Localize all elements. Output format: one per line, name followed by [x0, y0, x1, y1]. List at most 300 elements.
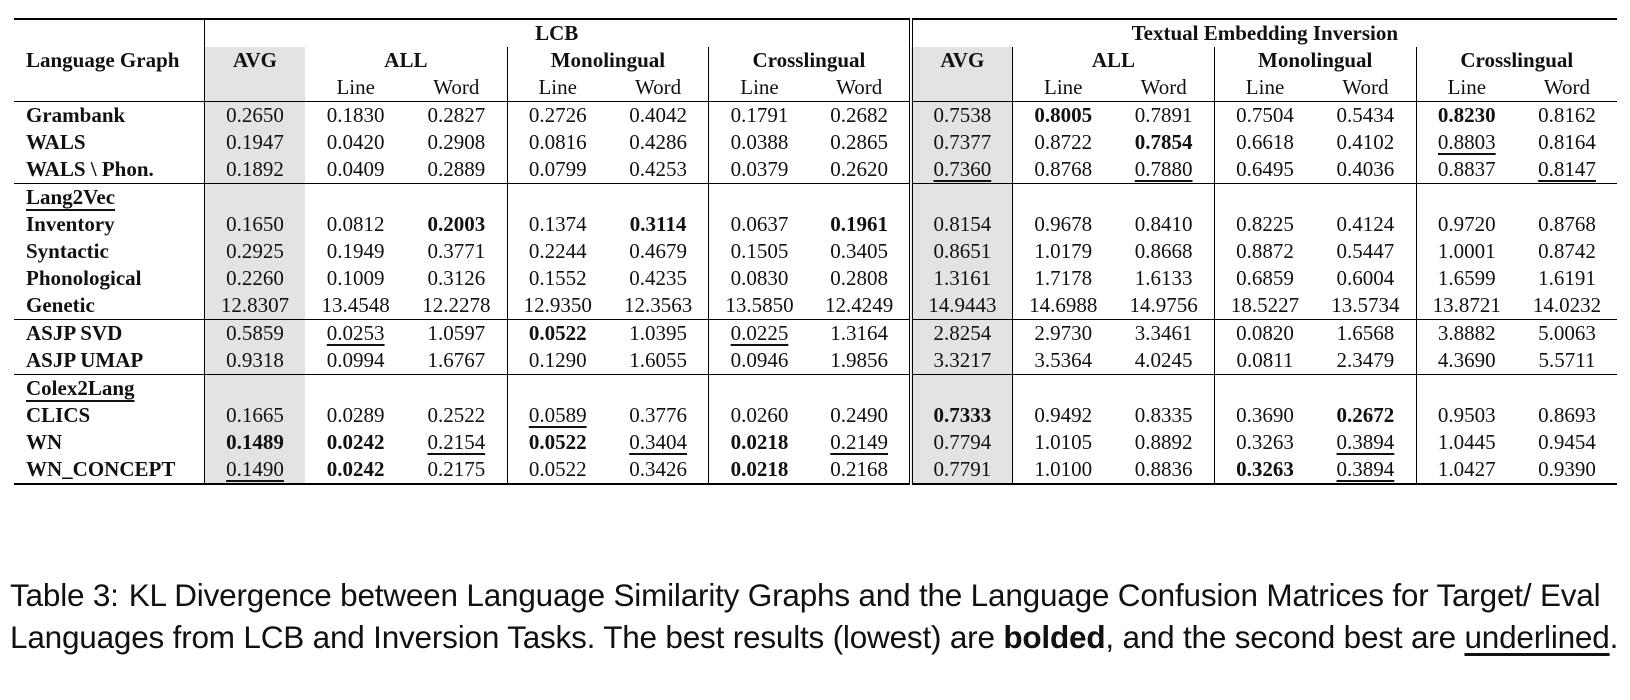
value-cell: [1416, 320, 1517, 348]
value-cell: [1013, 456, 1114, 484]
value-cell: [1013, 102, 1114, 130]
value-cell: [507, 456, 608, 484]
value-cell: [305, 102, 406, 130]
second-best-value: 0.0589: [528, 403, 587, 427]
empty-cell: [1416, 184, 1517, 212]
value-cell: [810, 292, 911, 320]
value: 0.8410: [1134, 212, 1193, 236]
value-cell: [507, 429, 608, 456]
value: 0.8742: [1538, 239, 1596, 263]
value-cell: [204, 238, 305, 265]
value-cell: [1113, 129, 1214, 156]
value: 0.7891: [1134, 103, 1193, 127]
value-cell: [1416, 292, 1517, 320]
value-cell: [1214, 320, 1315, 348]
best-value: 0.0242: [326, 457, 385, 481]
value-cell: [1517, 129, 1617, 156]
empty-cell: [1013, 184, 1114, 212]
caption-label: Table 3:: [10, 577, 119, 613]
subcol-line: Line: [1013, 74, 1114, 102]
value-cell: [1517, 156, 1617, 184]
subcol-line: Line: [1214, 74, 1315, 102]
second-best-value: 0.3894: [1336, 457, 1395, 481]
value-cell: [911, 429, 1013, 456]
value-cell: [1315, 238, 1416, 265]
table-row: [14, 238, 1617, 265]
value-cell: [1416, 156, 1517, 184]
value-cell: [204, 156, 305, 184]
value-cell: [608, 156, 709, 184]
value: 0.0289: [326, 403, 385, 427]
value-cell: [507, 265, 608, 292]
value: 0.2522: [427, 403, 486, 427]
value: 3.3217: [933, 348, 992, 372]
value-cell: [608, 429, 709, 456]
value: 2.9730: [1034, 321, 1093, 345]
value-cell: [709, 456, 810, 484]
header-row-subgroups: [14, 47, 1617, 74]
value: 0.2726: [528, 103, 587, 127]
value: 0.8768: [1034, 157, 1093, 181]
value: 0.0420: [326, 130, 385, 154]
value-cell: [1416, 347, 1517, 375]
empty-cell: [204, 184, 305, 212]
subgroup-header-avg: AVG: [204, 47, 305, 74]
value-cell: [810, 429, 911, 456]
value-cell: [911, 402, 1013, 429]
value-cell: [406, 265, 507, 292]
value: 0.0994: [326, 348, 385, 372]
value: 0.6004: [1336, 266, 1395, 290]
value-cell: [810, 156, 911, 184]
value: 0.8668: [1134, 239, 1193, 263]
value: 14.0232: [1532, 293, 1602, 317]
empty-cell: [709, 184, 810, 212]
empty-cell: [810, 184, 911, 212]
value: 0.0379: [730, 157, 789, 181]
value-cell: [507, 156, 608, 184]
value-cell: [507, 402, 608, 429]
value-cell: [204, 292, 305, 320]
value-cell: [709, 402, 810, 429]
value-cell: [406, 156, 507, 184]
value-cell: [305, 347, 406, 375]
value: 0.1374: [528, 212, 587, 236]
empty-cell: [1315, 184, 1416, 212]
value: 0.0816: [528, 130, 587, 154]
value: 1.6599: [1437, 266, 1496, 290]
value: 13.4548: [321, 293, 390, 317]
value-cell: [810, 347, 911, 375]
value: 0.4235: [629, 266, 687, 290]
best-value: 0.7333: [933, 403, 992, 427]
value: 0.3776: [629, 403, 687, 427]
value: 0.1947: [226, 130, 284, 154]
value-cell: [1013, 347, 1114, 375]
row-label: Phonological: [26, 266, 142, 290]
second-best-value: 0.0253: [326, 321, 385, 345]
value: 0.9454: [1538, 430, 1596, 454]
value: 0.9503: [1437, 403, 1496, 427]
value-cell: [1013, 129, 1114, 156]
table-body: [14, 102, 1617, 485]
row-label: WN: [26, 430, 63, 454]
value-cell: [305, 456, 406, 484]
subcol-word: Word: [1315, 74, 1416, 102]
value-cell: [1013, 320, 1114, 348]
value: 0.8837: [1437, 157, 1496, 181]
value-cell: [1214, 211, 1315, 238]
empty-cell: [1517, 375, 1617, 403]
value-cell: [1113, 456, 1214, 484]
best-value: 0.0218: [730, 457, 789, 481]
value: 0.8892: [1134, 430, 1193, 454]
value-cell: [1113, 265, 1214, 292]
value: 0.0811: [1236, 348, 1294, 372]
value-cell: [1113, 347, 1214, 375]
subgroup-header-crosslingual: Crosslingual: [709, 47, 911, 74]
value: 0.9492: [1034, 403, 1093, 427]
value-cell: [507, 347, 608, 375]
value: 0.2260: [226, 266, 284, 290]
value-cell: [1113, 238, 1214, 265]
value-cell: [1517, 456, 1617, 484]
table-row: [14, 211, 1617, 238]
value-cell: [1113, 156, 1214, 184]
value: 0.4102: [1336, 130, 1395, 154]
value: 0.8872: [1236, 239, 1294, 263]
value-cell: [1315, 429, 1416, 456]
value: 0.8722: [1034, 130, 1093, 154]
value: 5.5711: [1538, 348, 1596, 372]
value: 0.5434: [1336, 103, 1395, 127]
subcol-word: Word: [1113, 74, 1214, 102]
table-caption: [10, 574, 1620, 658]
value: 12.2278: [422, 293, 491, 317]
best-value: 0.1489: [226, 430, 284, 454]
value-cell: [709, 320, 810, 348]
value-cell: [204, 320, 305, 348]
value: 0.1665: [226, 403, 284, 427]
value-cell: [608, 129, 709, 156]
best-value: 0.7854: [1134, 130, 1193, 154]
row-label: Genetic: [26, 293, 95, 317]
value-cell: [709, 129, 810, 156]
value-cell: [1416, 102, 1517, 130]
value-cell: [305, 265, 406, 292]
table-row: [14, 402, 1617, 429]
value: 0.3426: [629, 457, 687, 481]
empty-cell: [305, 375, 406, 403]
subgroup-header-avg: AVG: [911, 47, 1013, 74]
subgroup-header-monolingual: Monolingual: [1214, 47, 1416, 74]
value: 0.3690: [1236, 403, 1294, 427]
value: 3.5364: [1034, 348, 1093, 372]
section-title-row: [14, 375, 1617, 403]
empty-cell: [810, 375, 911, 403]
value: 0.4286: [629, 130, 687, 154]
value: 0.6859: [1236, 266, 1294, 290]
value: 1.0395: [629, 321, 687, 345]
header-corner-empty: [14, 19, 204, 47]
best-value: 0.2003: [427, 212, 486, 236]
section-title-text: Lang2Vec: [26, 185, 116, 209]
value-cell: [1113, 429, 1214, 456]
value-cell: [1214, 102, 1315, 130]
value-cell: [1517, 102, 1617, 130]
value: 0.9720: [1437, 212, 1496, 236]
value: 0.3126: [427, 266, 486, 290]
table-row: [14, 102, 1617, 130]
value-cell: [1013, 238, 1114, 265]
value-cell: [709, 265, 810, 292]
value: 0.4679: [629, 239, 687, 263]
empty-cell: [1214, 184, 1315, 212]
table-header: [14, 19, 1617, 102]
value-cell: [810, 102, 911, 130]
value-cell: [305, 238, 406, 265]
second-best-value: 0.0225: [730, 321, 789, 345]
value-cell: [810, 320, 911, 348]
table-row: [14, 456, 1617, 484]
value-cell: [1416, 456, 1517, 484]
value: 0.7794: [933, 430, 992, 454]
value: 0.3263: [1236, 430, 1294, 454]
second-best-value: 0.1490: [226, 457, 284, 481]
value-cell: [1416, 402, 1517, 429]
best-value: 0.0218: [730, 430, 789, 454]
caption-text: , and the second best are: [1105, 619, 1465, 655]
value-cell: [305, 320, 406, 348]
value: 2.3479: [1336, 348, 1395, 372]
value: 14.9443: [928, 293, 997, 317]
value-cell: [1214, 402, 1315, 429]
value-cell: [507, 102, 608, 130]
value-cell: [204, 402, 305, 429]
value-cell: [1013, 429, 1114, 456]
second-best-value: 0.8803: [1437, 130, 1496, 154]
value: 1.6568: [1336, 321, 1395, 345]
value-cell: [911, 292, 1013, 320]
value: 0.2889: [427, 157, 486, 181]
value: 0.1791: [730, 103, 789, 127]
second-best-value: 0.3404: [629, 430, 687, 454]
value: 0.2650: [226, 103, 284, 127]
table-row: [14, 292, 1617, 320]
empty-cell: [1113, 375, 1214, 403]
value-cell: [1315, 156, 1416, 184]
group-header-inversion: Textual Embedding Inversion: [911, 19, 1617, 47]
value: 0.1650: [226, 212, 284, 236]
value: 0.2908: [427, 130, 486, 154]
second-best-value: 0.2154: [427, 430, 486, 454]
value: 0.6618: [1236, 130, 1294, 154]
value: 0.0830: [730, 266, 789, 290]
value-cell: [406, 402, 507, 429]
value-cell: [1013, 211, 1114, 238]
value-cell: [507, 211, 608, 238]
table-row: [14, 347, 1617, 375]
empty-cell: [911, 375, 1013, 403]
best-value: 0.0242: [326, 430, 385, 454]
value: 12.8307: [220, 293, 290, 317]
value: 0.6495: [1236, 157, 1294, 181]
second-best-value: 0.2149: [830, 430, 889, 454]
value-cell: [1315, 211, 1416, 238]
header-avg-empty: [911, 74, 1013, 102]
subcol-word: Word: [406, 74, 507, 102]
value: 0.0388: [730, 130, 789, 154]
value-cell: [1013, 265, 1114, 292]
empty-cell: [1416, 375, 1517, 403]
value-cell: [1113, 211, 1214, 238]
value: 1.0445: [1437, 430, 1496, 454]
value: 0.3405: [830, 239, 889, 263]
value: 0.5859: [226, 321, 284, 345]
subcol-line: Line: [1416, 74, 1517, 102]
value-cell: [204, 347, 305, 375]
second-best-value: 0.3894: [1336, 430, 1395, 454]
value: 18.5227: [1230, 293, 1300, 317]
value: 14.6988: [1029, 293, 1098, 317]
value-cell: [1214, 347, 1315, 375]
value: 0.8768: [1538, 212, 1596, 236]
row-label: Syntactic: [26, 239, 109, 263]
row-label: WALS \ Phon.: [26, 157, 154, 181]
value-cell: [911, 265, 1013, 292]
best-value: 0.2672: [1336, 403, 1395, 427]
value-cell: [911, 211, 1013, 238]
value-cell: [1315, 320, 1416, 348]
subgroup-header-all: ALL: [384, 48, 428, 72]
value: 0.1505: [730, 239, 789, 263]
empty-cell: [507, 184, 608, 212]
header-row-groups: [14, 19, 1617, 47]
value-cell: [507, 238, 608, 265]
section-title-text: Colex2Lang: [26, 376, 135, 400]
value-cell: [406, 347, 507, 375]
value: 0.8836: [1134, 457, 1193, 481]
empty-cell: [608, 375, 709, 403]
value: 1.0427: [1437, 457, 1496, 481]
value: 1.7178: [1034, 266, 1093, 290]
empty-cell: [1517, 184, 1617, 212]
value-cell: [406, 238, 507, 265]
empty-cell: [1315, 375, 1416, 403]
value: 0.0260: [730, 403, 789, 427]
empty-cell: [406, 184, 507, 212]
value-cell: [1315, 456, 1416, 484]
value-cell: [1013, 156, 1114, 184]
empty-cell: [1113, 184, 1214, 212]
value-cell: [608, 211, 709, 238]
value: 2.8254: [933, 321, 992, 345]
value-cell: [1416, 211, 1517, 238]
subcol-word: Word: [810, 74, 911, 102]
value-cell: [1315, 129, 1416, 156]
value: 0.2808: [830, 266, 889, 290]
value: 12.3563: [623, 293, 693, 317]
value-cell: [406, 456, 507, 484]
value: 12.9350: [523, 293, 592, 317]
value: 1.0179: [1034, 239, 1093, 263]
value: 0.8335: [1134, 403, 1193, 427]
value-cell: [709, 347, 810, 375]
value-cell: [810, 456, 911, 484]
empty-cell: [1013, 375, 1114, 403]
value-cell: [1315, 265, 1416, 292]
value-cell: [810, 402, 911, 429]
value-cell: [1315, 102, 1416, 130]
value-cell: [507, 320, 608, 348]
value: 0.1830: [326, 103, 385, 127]
value-cell: [1013, 402, 1114, 429]
caption-text: .: [1609, 619, 1619, 655]
value-cell: [406, 211, 507, 238]
value: 0.8164: [1538, 130, 1596, 154]
subcol-line: Line: [709, 74, 810, 102]
value-cell: [406, 292, 507, 320]
row-label: Grambank: [26, 103, 126, 127]
empty-cell: [911, 184, 1013, 212]
value-cell: [305, 129, 406, 156]
empty-cell: [507, 375, 608, 403]
value: 14.9756: [1129, 293, 1198, 317]
value-cell: [1517, 402, 1617, 429]
value: 0.1949: [326, 239, 385, 263]
header-empty: [14, 74, 204, 102]
value-cell: [1416, 265, 1517, 292]
value: 1.9856: [830, 348, 889, 372]
value-cell: [305, 211, 406, 238]
value-cell: [608, 402, 709, 429]
value: 0.7538: [933, 103, 992, 127]
value-cell: [1214, 129, 1315, 156]
row-label: Inventory: [26, 212, 115, 236]
value: 0.0409: [326, 157, 385, 181]
value: 13.5734: [1331, 293, 1400, 317]
value: 0.9390: [1538, 457, 1596, 481]
value: 1.0105: [1034, 430, 1093, 454]
value: 0.8154: [933, 212, 992, 236]
value: 0.7791: [933, 457, 992, 481]
header-avg-empty: [204, 74, 305, 102]
value: 0.7377: [933, 130, 992, 154]
value: 0.1892: [226, 157, 284, 181]
empty-cell: [608, 184, 709, 212]
value-cell: [204, 265, 305, 292]
second-best-value: 0.7360: [933, 157, 992, 181]
value-cell: [507, 129, 608, 156]
value: 0.4042: [629, 103, 687, 127]
value: 0.0820: [1236, 321, 1294, 345]
value-cell: [911, 238, 1013, 265]
value: 0.2490: [830, 403, 889, 427]
value-cell: [1416, 129, 1517, 156]
subgroup-header-monolingual: Monolingual: [507, 47, 709, 74]
header-row-subcols: [14, 74, 1617, 102]
value-cell: [507, 292, 608, 320]
value: 0.8651: [933, 239, 992, 263]
kl-divergence-table: [14, 18, 1617, 485]
value-cell: [204, 456, 305, 484]
value-cell: [1214, 456, 1315, 484]
value-cell: [1214, 429, 1315, 456]
second-best-value: 0.8147: [1538, 157, 1596, 181]
value-cell: [305, 402, 406, 429]
value: 1.3164: [830, 321, 889, 345]
value-cell: [911, 347, 1013, 375]
